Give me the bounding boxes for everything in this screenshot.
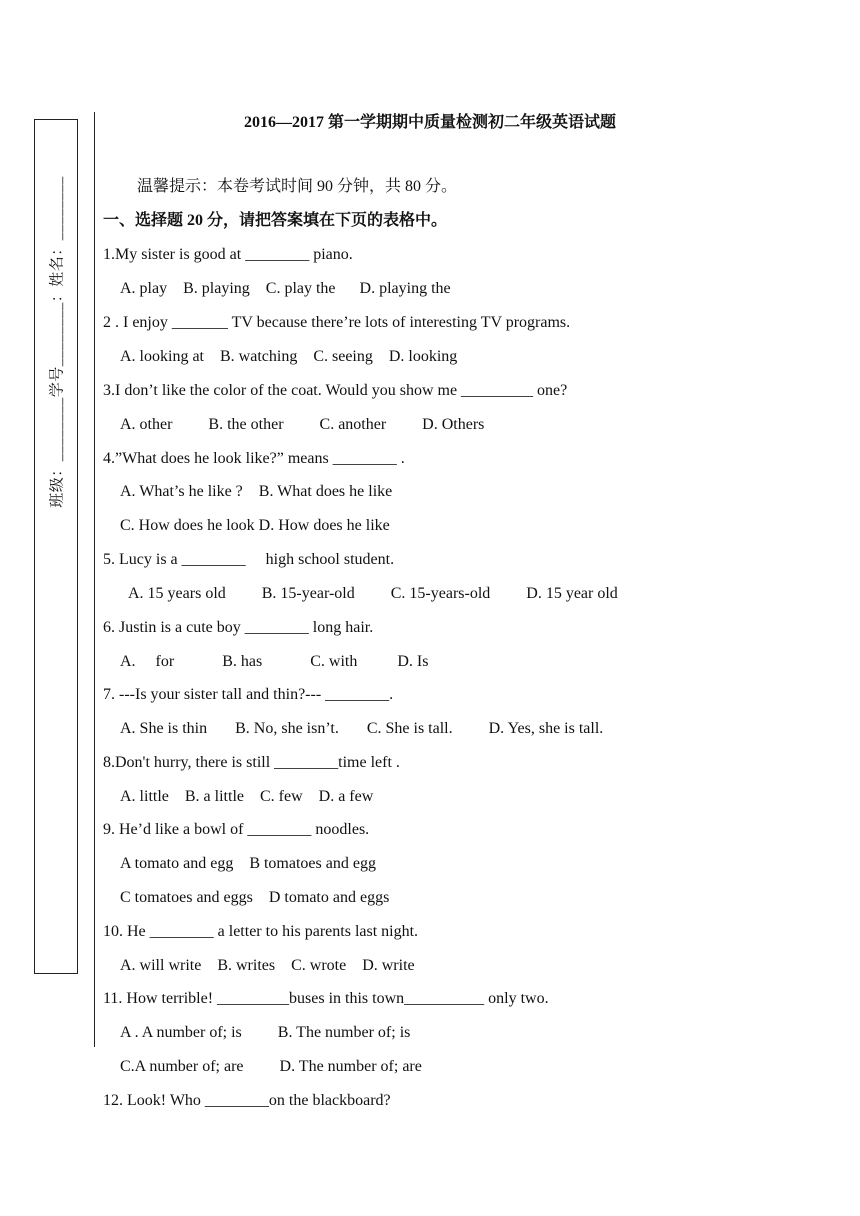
exam-title: 2016—2017 第一学期期中质量检测初二年级英语试题 <box>243 114 616 131</box>
question-11-options-cd: C.A number of; are D. The number of; are <box>120 1058 422 1075</box>
question-10: 10. He ________ a letter to his parents last night. <box>103 923 419 940</box>
question-6-options: A. for B. has C. with D. Is <box>120 653 429 670</box>
question-10-options: A. will write B. writes C. wrote D. write <box>120 957 415 974</box>
question-3: 3.I don’t like the color of the coat. Would you show me _________ one? <box>103 382 568 399</box>
student-info-text: 班级：________学号________：姓名：________ <box>49 176 66 508</box>
question-4: 4.”What does he look like?” means ________ . <box>103 450 405 467</box>
question-5-options: A. 15 years old B. 15-year-old C. 15-years-old D. 15 year old <box>128 585 618 602</box>
question-4-options-cd: C. How does he look D. How does he like <box>120 517 390 534</box>
question-3-options: A. other B. the other C. another D. Others <box>120 416 485 433</box>
question-5: 5. Lucy is a ________ high school student. <box>103 551 395 568</box>
question-6: 6. Justin is a cute boy ________ long hair. <box>103 619 374 636</box>
section-heading: 一、选择题 20 分，请把答案填在下页的表格中。 <box>103 212 448 229</box>
question-1: 1.My sister is good at ________ piano. <box>103 246 353 263</box>
question-12: 12. Look! Who ________on the blackboard? <box>103 1092 391 1109</box>
question-2-options: A. looking at B. watching C. seeing D. looking <box>120 348 458 365</box>
question-7-options: A. She is thin B. No, she isn’t. C. She is tall. D. Yes, she is tall. <box>120 720 604 737</box>
question-2: 2 . I enjoy _______ TV because there’re lots of interesting TV programs. <box>103 314 571 331</box>
binding-line <box>94 112 95 1047</box>
question-7: 7. ---Is your sister tall and thin?--- ________. <box>103 686 394 703</box>
question-11-options-ab: A . A number of; is B. The number of; is <box>120 1024 411 1041</box>
question-9-options-ab: A tomato and egg B tomatoes and egg <box>120 855 376 872</box>
question-9: 9. He’d like a bowl of ________ noodles. <box>103 821 370 838</box>
question-8: 8.Don't hurry, there is still ________time left . <box>103 754 400 771</box>
question-11: 11. How terrible! _________buses in this town__________ only two. <box>103 990 549 1007</box>
exam-tip: 温馨提示：本卷考试时间 90 分钟，共 80 分。 <box>137 178 458 195</box>
question-1-options: A. play B. playing C. play the D. playing the <box>120 280 451 297</box>
question-4-options-ab: A. What’s he like ? B. What does he like <box>120 483 393 500</box>
question-9-options-cd: C tomatoes and eggs D tomato and eggs <box>120 889 390 906</box>
question-8-options: A. little B. a little C. few D. a few <box>120 788 374 805</box>
